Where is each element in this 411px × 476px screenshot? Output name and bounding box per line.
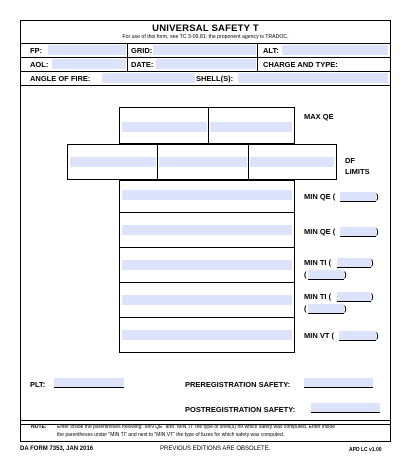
min-qe-2-label: MIN QE (	[304, 227, 336, 236]
grid-label: GRID:	[131, 46, 153, 55]
df-limits-box	[67, 144, 337, 180]
min-ti-2-shell-field[interactable]	[337, 292, 371, 302]
form-subtitle: For use of this form, see TC 3-09.81; the proponent agency is TRADOC.	[122, 34, 289, 40]
close-paren: )	[376, 227, 379, 236]
preregistration-safety-field[interactable]	[304, 378, 373, 388]
min-ti-2-fuze-field[interactable]	[308, 304, 344, 314]
min-vt-fuze-field[interactable]	[339, 331, 376, 341]
form-header	[20, 20, 391, 44]
form-title: UNIVERSAL SAFETY T	[152, 23, 259, 34]
max-qe-right-field[interactable]	[210, 122, 292, 132]
divider	[120, 212, 294, 213]
min-ti-2-label: MIN TI (	[304, 292, 332, 301]
open-paren: (	[304, 270, 307, 279]
plt-label: PLT:	[30, 380, 46, 389]
date-field[interactable]	[156, 59, 256, 69]
row-fp-grid-alt	[20, 44, 391, 58]
min-vt-label: MIN VT (	[304, 331, 334, 340]
divider	[120, 282, 294, 283]
max-qe-left-field[interactable]	[122, 122, 207, 132]
df-label: DF	[345, 156, 355, 165]
alt-field[interactable]	[282, 45, 388, 55]
min-qe-2-field[interactable]	[122, 225, 292, 235]
close-paren: )	[376, 331, 379, 340]
fp-field[interactable]	[48, 45, 126, 55]
min-qe-1-shell-field[interactable]	[340, 192, 376, 202]
close-paren: )	[371, 292, 374, 301]
fp-label: FP:	[30, 46, 43, 55]
alt-label: ALT:	[263, 46, 279, 55]
shells-label: SHELL(S):	[196, 74, 234, 83]
version: APD LC v1.00	[349, 447, 382, 453]
df-limit-left-field[interactable]	[70, 157, 156, 167]
t-stem	[119, 180, 295, 353]
form-number: DA FORM 7353, JAN 2016	[20, 446, 94, 452]
min-qe-1-field[interactable]	[122, 190, 292, 200]
preregistration-safety-label: PREREGISTRATION SAFETY:	[185, 380, 291, 389]
max-qe-box	[119, 107, 295, 144]
plt-field[interactable]	[54, 378, 124, 388]
divider	[157, 145, 158, 179]
note-box	[20, 420, 391, 442]
close-paren: )	[344, 270, 347, 279]
divider	[208, 108, 209, 143]
row-aol-date-charge	[20, 58, 391, 72]
date-label: DATE:	[131, 60, 154, 69]
df-center-field[interactable]	[159, 157, 247, 167]
close-paren: )	[371, 258, 374, 267]
min-qe-1-label: MIN QE (	[304, 192, 336, 201]
grid-field[interactable]	[153, 45, 256, 55]
editions-note: PREVIOUS EDITIONS ARE OBSOLETE.	[160, 446, 271, 452]
divider	[248, 145, 249, 179]
min-qe-2-shell-field[interactable]	[340, 227, 376, 237]
divider	[120, 317, 294, 318]
min-ti-1-label: MIN TI (	[304, 258, 332, 267]
divider	[257, 44, 258, 58]
charge-type-label: CHARGE AND TYPE:	[263, 60, 338, 69]
row-angle-shells	[20, 72, 391, 86]
limits-label: LIMITS	[345, 167, 370, 176]
df-limit-right-field[interactable]	[250, 157, 334, 167]
postregistration-safety-label: POSTREGISTRATION SAFETY:	[185, 405, 296, 414]
aol-label: AOL:	[30, 60, 49, 69]
note-label: NOTE:	[31, 424, 47, 430]
shells-field[interactable]	[238, 73, 388, 83]
max-qe-label: MAX QE	[304, 112, 334, 121]
divider	[120, 247, 294, 248]
aol-field[interactable]	[52, 59, 126, 69]
min-ti-1-shell-field[interactable]	[337, 258, 371, 268]
close-paren: )	[376, 192, 379, 201]
open-paren: (	[304, 304, 307, 313]
note-line-1: Enter inside the parentheses following "MIN QE" and "MIN TI" the type of shell(s) for which safety was computed. Enter inside	[57, 424, 335, 430]
divider	[127, 44, 128, 58]
min-vt-field[interactable]	[122, 330, 292, 340]
close-paren: )	[344, 304, 347, 313]
divider	[257, 58, 258, 72]
note-line-2: the parentheses under "MIN TI" and next to "MIN VT" the type of fuzes for which safety was computed.	[57, 432, 285, 438]
postregistration-safety-field[interactable]	[311, 403, 380, 413]
min-ti-1-field[interactable]	[122, 260, 292, 270]
angle-of-fire-field[interactable]	[102, 73, 195, 83]
angle-of-fire-label: ANGLE OF FIRE:	[30, 74, 91, 83]
divider	[127, 58, 128, 72]
min-ti-1-fuze-field[interactable]	[308, 270, 344, 280]
min-ti-2-field[interactable]	[122, 295, 292, 305]
